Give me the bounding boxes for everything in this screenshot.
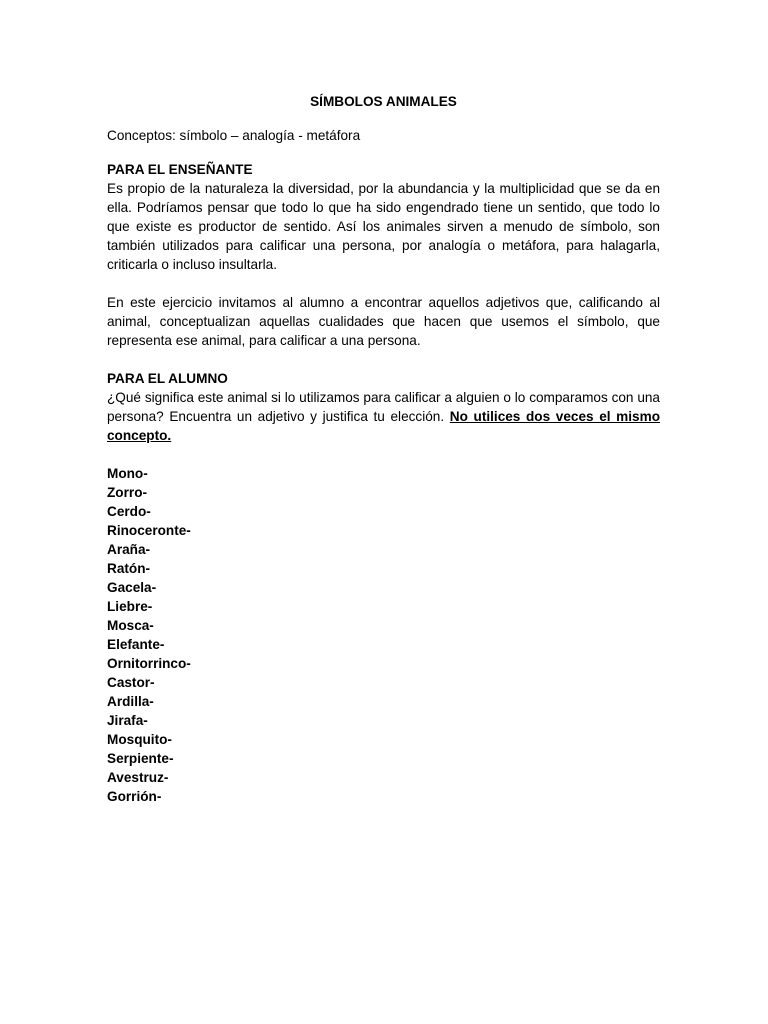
- list-item: Ornitorrinco-: [107, 656, 191, 671]
- concepts-line: Conceptos: símbolo – analogía - metáfora: [107, 128, 361, 143]
- list-item: Rinoceronte-: [107, 523, 191, 538]
- list-item: Mosquito-: [107, 732, 172, 747]
- list-item: Liebre-: [107, 599, 153, 614]
- list-item: Gorrión-: [107, 789, 162, 804]
- list-item: Ardilla-: [107, 694, 154, 709]
- list-item: Araña-: [107, 542, 151, 557]
- list-item: Serpiente-: [107, 751, 174, 766]
- page-title: SÍMBOLOS ANIMALES: [310, 94, 457, 109]
- student-instructions-emphasis: No utilices dos veces el mismo concepto.: [107, 409, 661, 443]
- document-page: [107, 92, 660, 806]
- list-item: Jirafa-: [107, 713, 148, 728]
- list-item: Mosca-: [107, 618, 154, 633]
- student-instructions: [107, 388, 660, 445]
- teacher-paragraph-2: En este ejercicio invitamos al alumno a encontrar aquellos adjetivos que, calificando al animal, conceptualizan aquellas cualidades que hacen que usemos el símbolo, que representa ese animal, para calificar a una persona.: [107, 295, 660, 348]
- student-section-heading: PARA EL ALUMNO: [107, 371, 228, 386]
- animal-list: [107, 464, 660, 806]
- list-item: Mono-: [107, 466, 148, 481]
- teacher-paragraph-1: Es propio de la naturaleza la diversidad, por la abundancia y la multiplicidad que se da en ella. Podríamos pensar que todo lo que ha sido engendrado tiene un sentido, que todo lo que existe es productor de sentido. Así los animales sirven a menudo de símbolo, son también utilizados para calificar una persona, por analogía o metáfora, para halagarla, criticarla o incluso insultarla.: [107, 181, 660, 272]
- student-instructions-text: ¿Qué significa este animal si lo utilizamos para calificar a alguien o lo comparamos con una persona? Encuentra un adjetivo y justifica tu elección.: [107, 390, 660, 424]
- list-item: Zorro-: [107, 485, 148, 500]
- teacher-section-heading: PARA EL ENSEÑANTE: [107, 162, 253, 177]
- list-item: Castor-: [107, 675, 155, 690]
- list-item: Avestruz-: [107, 770, 169, 785]
- list-item: Cerdo-: [107, 504, 151, 519]
- list-item: Elefante-: [107, 637, 165, 652]
- list-item: Gacela-: [107, 580, 157, 595]
- list-item: Ratón-: [107, 561, 151, 576]
